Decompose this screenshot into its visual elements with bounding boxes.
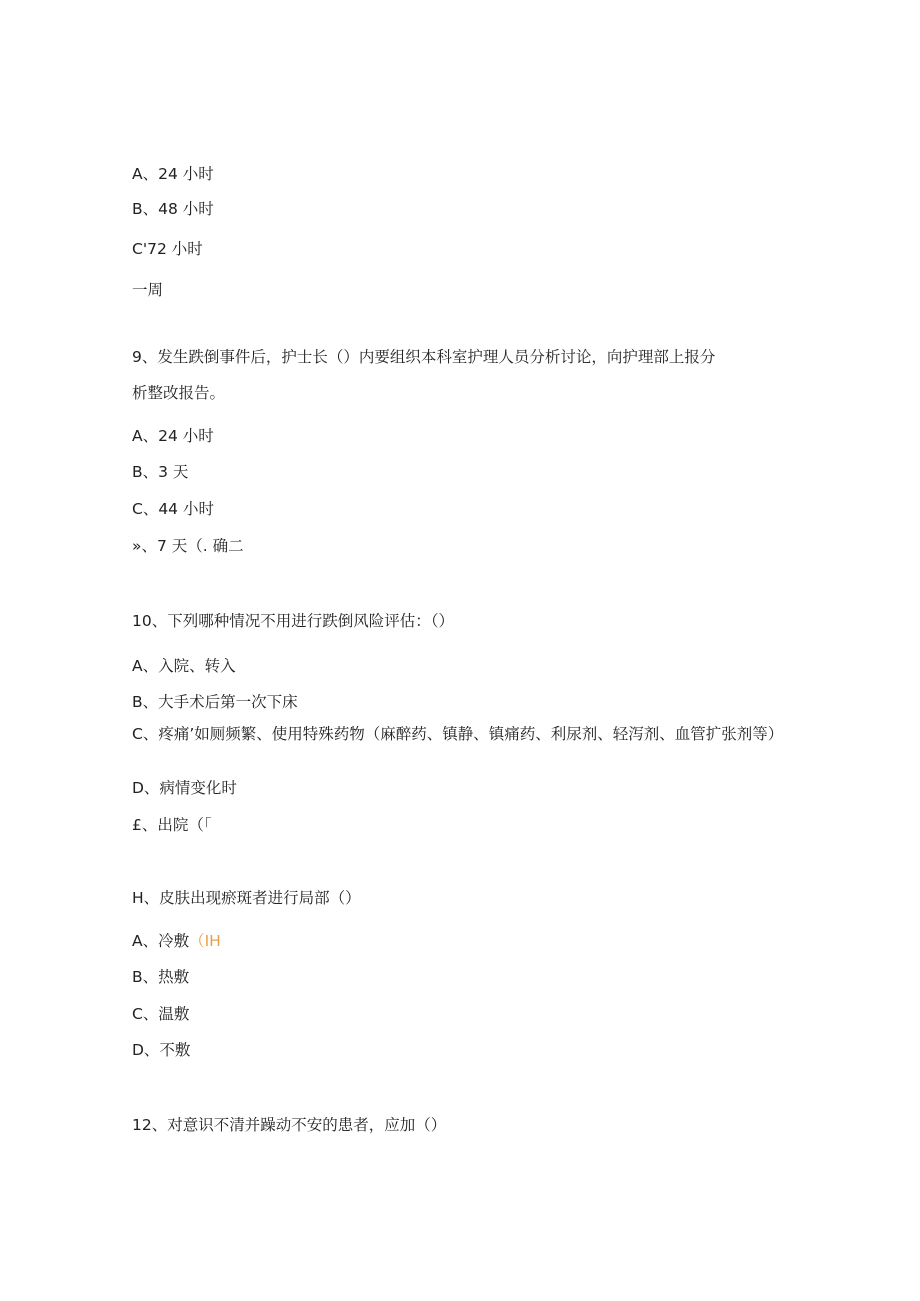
q10-stem: 10、下列哪种情况不用进行跌倒风险评估：（） xyxy=(132,612,454,630)
q8-option-b: B、48 小时 xyxy=(132,200,214,218)
q11-option-a-mark: （IH xyxy=(189,932,221,950)
q8-option-d: 一周 xyxy=(132,281,164,299)
q11-option-d: D、不敷 xyxy=(132,1041,191,1059)
q11-option-c: C、温敷 xyxy=(132,1005,190,1023)
q11-stem: H、皮肤出现瘀斑者进行局部（） xyxy=(132,889,361,907)
q9-stem-line2: 析整改报告。 xyxy=(132,384,226,402)
q10-option-d: D、病情变化时 xyxy=(132,779,237,797)
q9-option-a: A、24 小时 xyxy=(132,427,214,445)
q11-option-a xyxy=(132,930,221,952)
q9-option-b: B、3 天 xyxy=(132,463,189,481)
q9-stem-line1: 9、发生跌倒事件后，护士长（）内要组织本科室护理人员分析讨论，向护理部上报分 xyxy=(132,348,716,366)
q9-option-d: »、7 天（. 确二 xyxy=(132,537,244,555)
q10-option-b: B、大手术后第一次下床 xyxy=(132,693,298,711)
q10-option-c: C、疼痛’如厕频繁、使用特殊药物（麻醉药、镇静、镇痛药、利尿剂、轻泻剂、血管扩张剂等） xyxy=(132,725,784,743)
q9-option-c: C、44 小时 xyxy=(132,500,214,518)
q8-option-c: C'72 小时 xyxy=(132,240,203,258)
q8-option-a: A、24 小时 xyxy=(132,165,214,183)
q10-option-e: £、出院（「 xyxy=(132,816,212,834)
q11-option-a-label: A、冷敷 xyxy=(132,932,190,950)
q12-stem: 12、对意识不清并躁动不安的患者，应加（） xyxy=(132,1116,447,1134)
q10-option-a: A、入院、转入 xyxy=(132,657,236,675)
q11-option-b: B、热敷 xyxy=(132,968,190,986)
